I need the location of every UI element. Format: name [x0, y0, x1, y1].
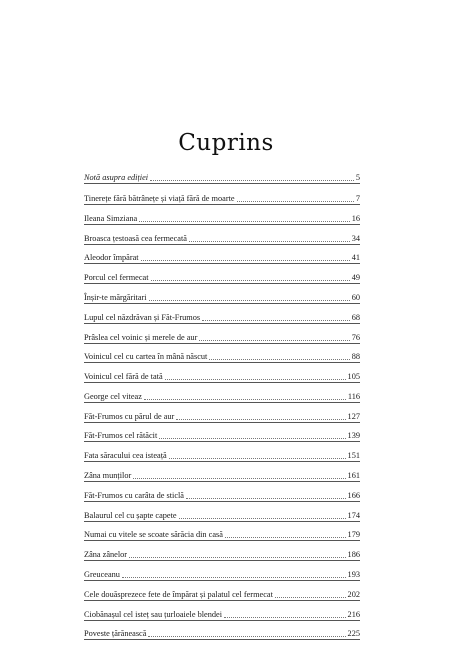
toc-row[interactable] [84, 471, 360, 482]
toc-leader-dots [225, 537, 346, 538]
toc-entry-title: Făt-Frumos cu carâta de sticlă [84, 490, 184, 500]
toc-leader-dots [139, 221, 349, 222]
toc-row[interactable] [84, 530, 360, 541]
toc-entry-page: 105 [347, 372, 360, 382]
toc-row[interactable] [84, 194, 360, 205]
toc-entry-title: Porcul cel fermecat [84, 273, 149, 283]
toc-note-page: 5 [355, 173, 360, 182]
toc-entry-page: 76 [351, 332, 360, 342]
toc-entry-title: Voinicul cel fără de tată [84, 372, 163, 382]
toc-entry-page: 186 [347, 550, 360, 560]
toc-row[interactable] [84, 372, 360, 383]
toc-row[interactable] [84, 511, 360, 522]
toc-entry-title: Fata săracului cea isteață [84, 451, 167, 461]
toc-entry-title: Voinicul cel cu cartea în mână născut [84, 352, 208, 362]
toc-leader-dots [199, 340, 349, 341]
toc-row[interactable] [84, 352, 360, 363]
toc-row[interactable] [84, 412, 360, 423]
toc-entry-title: Făt-Frumos cu părul de aur [84, 411, 175, 421]
toc-leader-dots [144, 399, 346, 400]
toc-row[interactable] [84, 431, 360, 442]
toc-row[interactable] [84, 550, 360, 561]
toc-leader-dots [133, 478, 345, 479]
toc-entry-page: 68 [351, 312, 360, 322]
toc-leader-dots [122, 577, 346, 578]
toc-entry-title: Înșir-te mărgăritari [84, 293, 147, 302]
toc-row[interactable] [84, 609, 360, 620]
toc-leader-dots [165, 379, 346, 380]
toc-leader-dots [148, 636, 345, 637]
toc-entry-page: 116 [347, 391, 360, 401]
toc-leader-dots [159, 438, 345, 439]
toc-entry-page: 7 [355, 194, 360, 204]
toc-leader-dots [169, 458, 346, 459]
toc-entry-title: Prâslea cel voinic și merele de aur [84, 332, 198, 342]
toc-entry-page: 161 [347, 471, 360, 481]
toc-note-title: Notă asupra ediției [84, 173, 149, 182]
toc-entry-title: Tinerețe fără bătrânețe și viață fără de moarte [84, 194, 235, 204]
toc-entry-page: 193 [347, 569, 360, 579]
toc-leader-dots [237, 201, 354, 202]
toc-entry-page: 34 [351, 233, 360, 243]
toc-row[interactable] [84, 313, 360, 324]
toc-entry-title: Ileana Simziana [84, 213, 138, 223]
toc-row[interactable] [84, 332, 360, 343]
toc-entry-page: 225 [347, 629, 360, 639]
toc-row[interactable] [84, 491, 360, 502]
toc-row[interactable] [84, 273, 360, 284]
toc-entry-page: 202 [347, 589, 360, 599]
toc-leader-dots [129, 557, 345, 558]
toc-leader-dots [209, 359, 349, 360]
toc-entry-page: 151 [347, 451, 360, 461]
toc-row[interactable] [84, 293, 360, 304]
toc-entry-page: 166 [347, 490, 360, 500]
toc-row[interactable] [84, 253, 360, 264]
toc-entry-page: 179 [347, 530, 360, 540]
toc-entry-title: Numai cu vitele se scoate sărăcia din casă [84, 530, 223, 540]
toc-entry-title: Aleodor împărat [84, 253, 139, 263]
toc-entry-page: 127 [347, 411, 360, 421]
toc-entry-page: 16 [351, 213, 360, 223]
toc-entry-title: Poveste țărănească [84, 629, 147, 639]
toc-entry-title: Zâna zânelor [84, 550, 128, 560]
toc-leader-dots [224, 617, 346, 618]
toc-entry-page: 216 [347, 609, 360, 619]
toc-entry-title: George cel viteaz [84, 391, 142, 401]
toc-leader-dots [189, 241, 350, 242]
toc-row[interactable] [84, 629, 360, 640]
toc-leader-dots [176, 419, 345, 420]
toc-leader-dots [186, 498, 346, 499]
toc-entry-title: Greuceanu [84, 569, 120, 579]
toc-entries [84, 194, 360, 649]
page-title: Cuprins [178, 130, 274, 156]
toc-row[interactable] [84, 570, 360, 581]
toc-leader-dots [179, 518, 346, 519]
toc-entry-page: 49 [351, 273, 360, 283]
toc-row[interactable] [84, 214, 360, 225]
toc-entry-page: 60 [351, 293, 360, 302]
toc-entry-title: Cele douăsprezece fete de împărat și palatul cel fermecat [84, 589, 273, 599]
toc-leader-dots [141, 260, 350, 261]
toc-row[interactable] [84, 451, 360, 462]
toc-row[interactable] [84, 392, 360, 403]
toc-row[interactable] [84, 234, 360, 245]
toc-leader-dots [150, 180, 354, 181]
toc-entry-page: 41 [351, 253, 360, 263]
toc-note-row[interactable] [84, 171, 360, 184]
toc-entry-page: 88 [351, 352, 360, 362]
toc-entry-page: 139 [347, 431, 360, 441]
toc-entry-title: Balaurul cel cu șapte capete [84, 510, 177, 520]
toc-row[interactable] [84, 590, 360, 601]
toc-leader-dots [151, 280, 350, 281]
toc-entry-page: 174 [347, 510, 360, 520]
toc-leader-dots [202, 320, 350, 321]
toc-entry-title: Broasca țestoasă cea fermecată [84, 233, 187, 243]
toc-entry-title: Ciobănașul cel isteț sau țurloaiele blendei [84, 609, 223, 619]
toc-entry-title: Zâna munților [84, 471, 132, 481]
toc-entry-title: Lupul cel năzdrăvan și Făt-Frumos [84, 312, 201, 322]
toc-leader-dots [149, 300, 350, 301]
toc-entry-title: Făt-Frumos cel rătăcit [84, 431, 158, 441]
toc-leader-dots [275, 597, 346, 598]
